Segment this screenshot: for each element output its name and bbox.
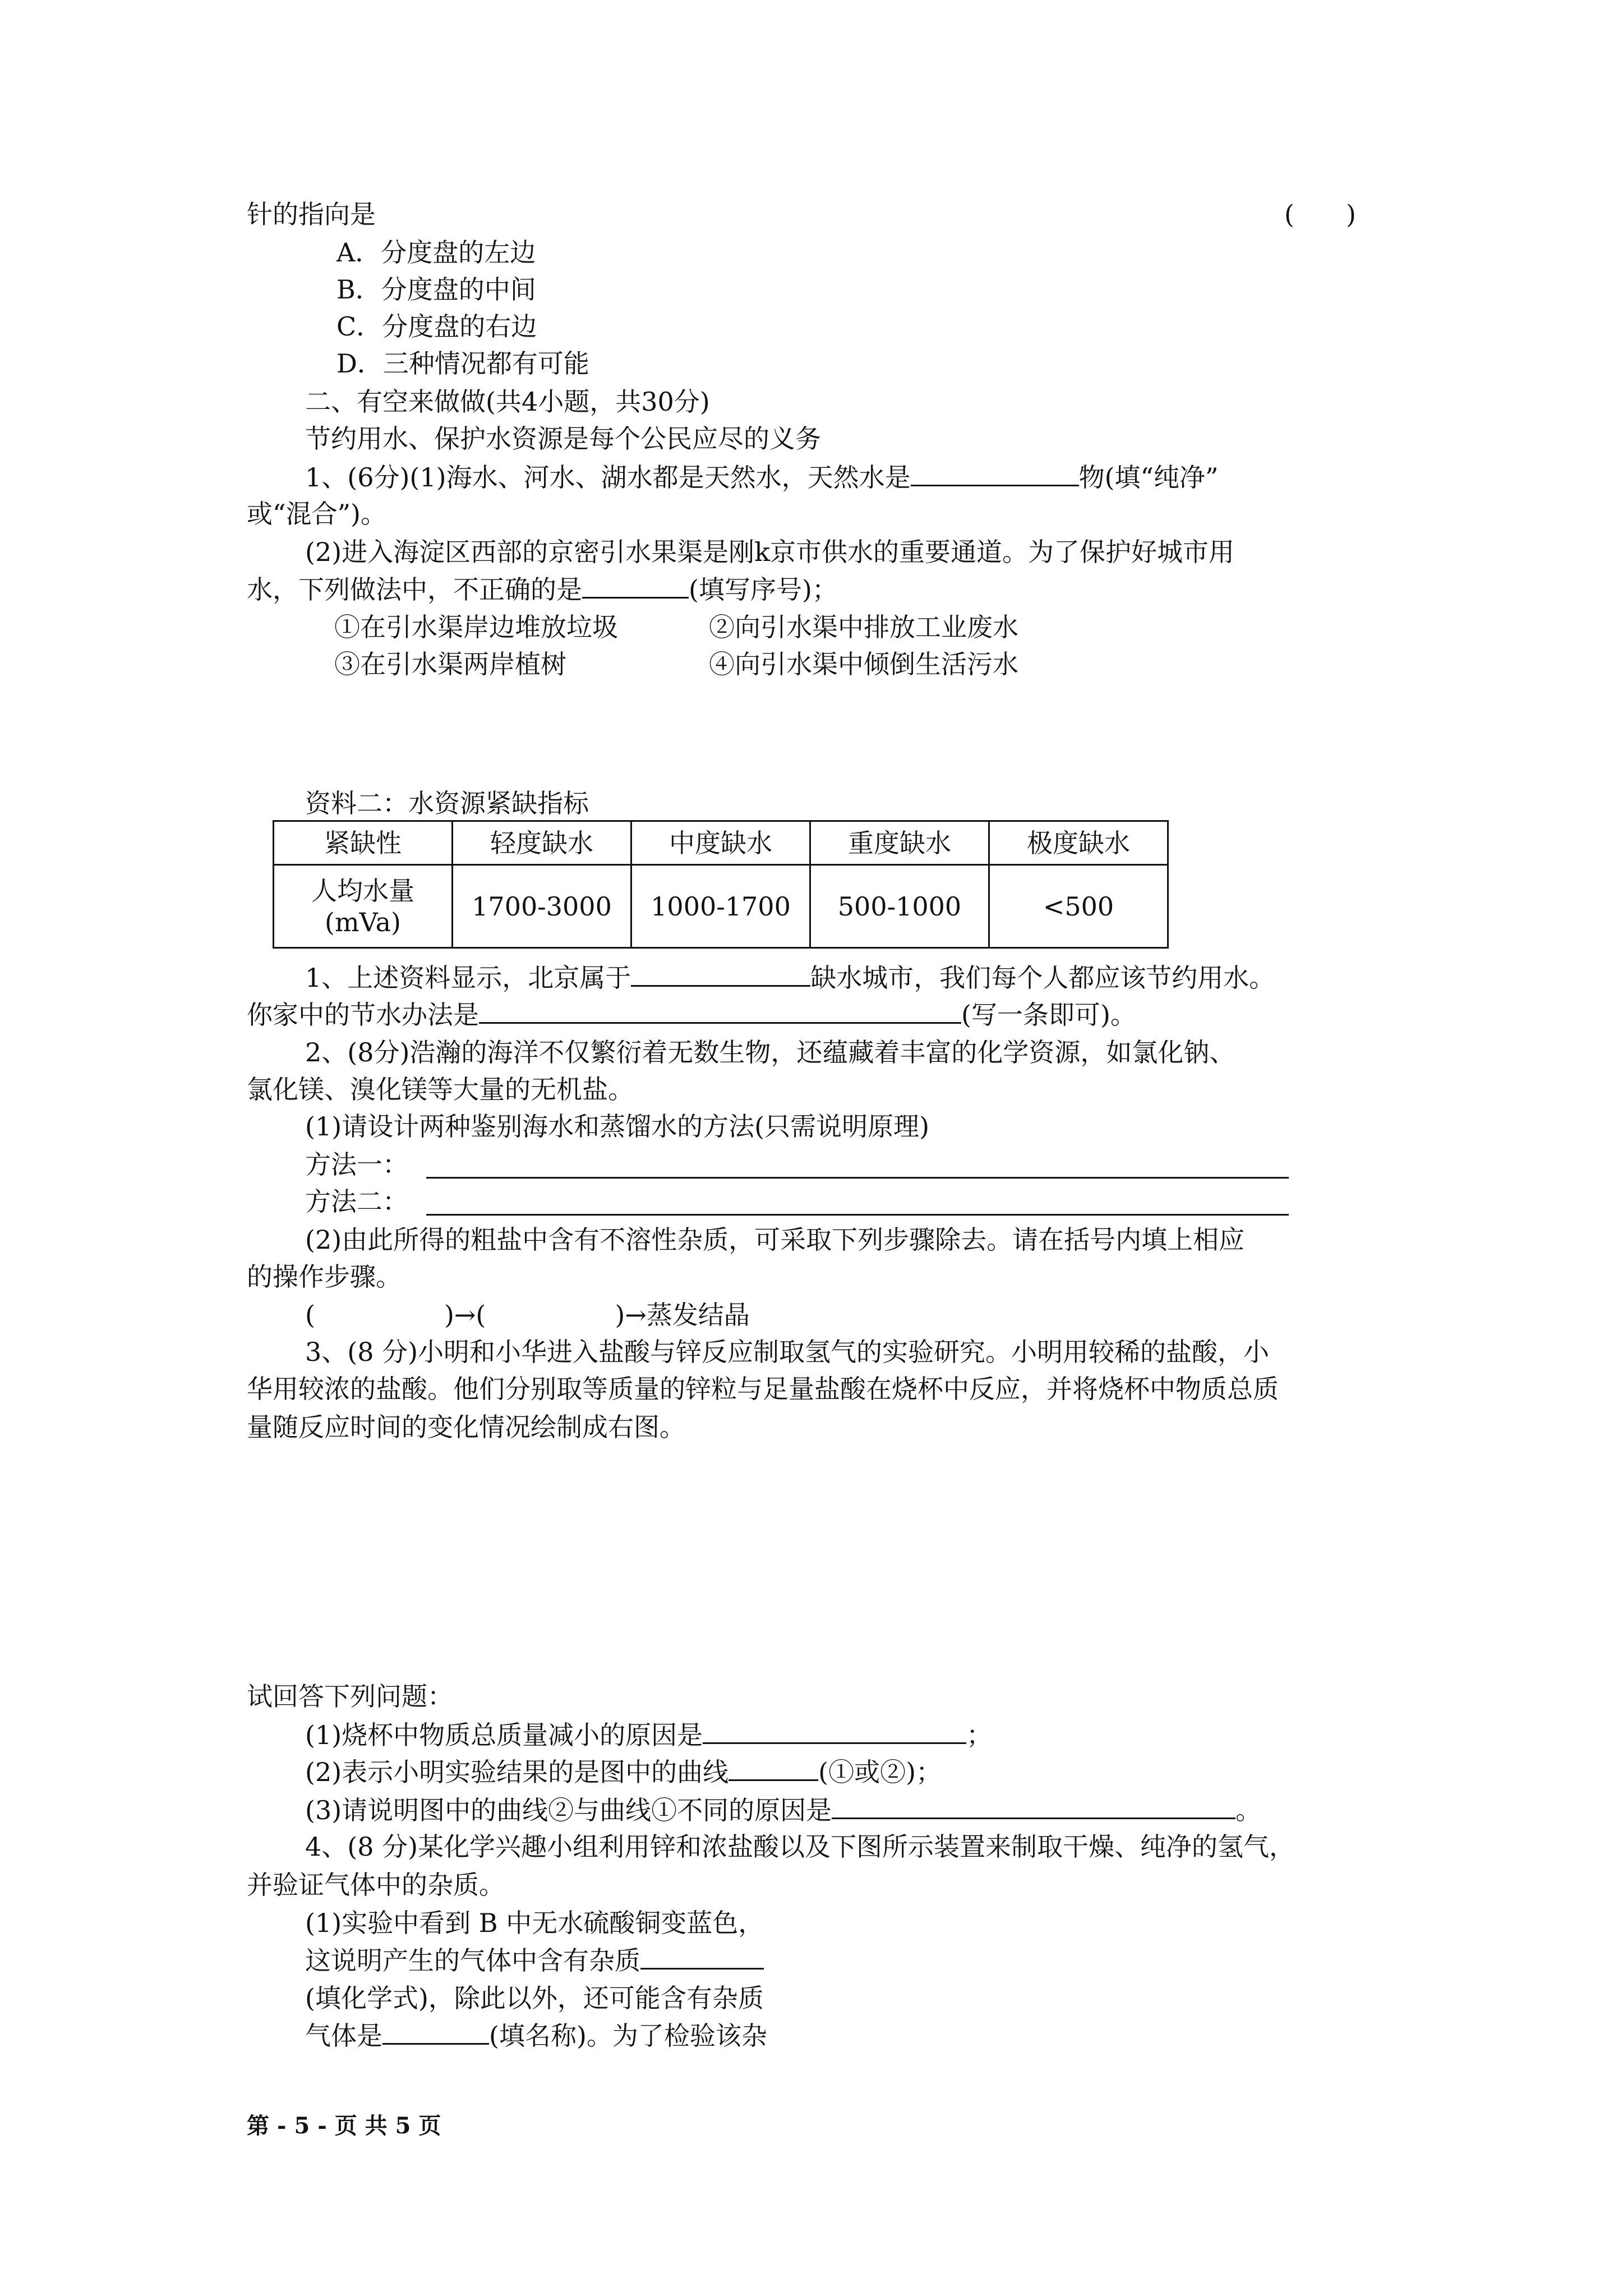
table-header-row	[274, 821, 1168, 865]
q3-line-3: 量随反应时间的变化情况绘制成右图。	[247, 1412, 685, 1442]
q1-blank-1[interactable]	[911, 460, 1079, 486]
q1b-blank-1[interactable]	[631, 960, 810, 987]
option-c: C．分度盘的右边	[336, 311, 537, 342]
table-cell: <500	[989, 865, 1168, 948]
page-footer: 第 - 5 - 页 共 5 页	[247, 2113, 441, 2139]
method-2-answer-line[interactable]	[426, 1214, 1289, 1216]
option-d: D．三种情况都有可能	[336, 348, 589, 379]
q1b-line-1: 1、上述资料显示，北京属于 缺水城市，我们每个人都应该节约用水。	[305, 960, 1275, 995]
q4-line-6: 气体是 (填名称)。为了检验该杂	[305, 2018, 767, 2053]
method-1-answer-line[interactable]	[426, 1177, 1289, 1179]
q1-option-2: ②向引水渠中排放工业废水	[709, 612, 1018, 642]
q4-line-4: 这说明产生的气体中含有杂质	[305, 1943, 764, 1977]
table-header-cell: 极度缺水	[989, 821, 1168, 865]
q1-option-4: ④向引水渠中倾倒生活污水	[709, 649, 1018, 679]
q1-line-2: 或“混合”)。	[247, 499, 386, 529]
q3-sub-3: (3)请说明图中的曲线②与曲线①不同的原因是 。	[305, 1793, 1261, 1827]
q3-line-2: 华用较浓的盐酸。他们分别取等质量的锌粒与足量盐酸在烧杯中反应，并将烧杯中物质总质	[247, 1374, 1279, 1404]
q2-line-3: (1)请设计两种鉴别海水和蒸馏水的方法(只需说明原理)	[305, 1111, 930, 1142]
question-stem: 针的指向是	[247, 199, 376, 229]
q3-blank-3[interactable]	[832, 1793, 1235, 1819]
q1-blank-2[interactable]	[582, 572, 689, 599]
q4-line-1: 4、(8 分)某化学兴趣小组利用锌和浓盐酸以及下图所示装置来制取干燥、纯净的氢气，	[305, 1832, 1295, 1862]
q1-line-3: (2)进入海淀区西部的京密引水果渠是刚k京市供水的重要通道。为了保护好城市用	[305, 537, 1235, 567]
method-1-label: 方法一：	[305, 1149, 408, 1180]
option-b: B．分度盘的中间	[336, 274, 536, 305]
q1b-line-2: 你家中的节水办法是 (写一条即可)。	[247, 997, 1136, 1032]
q1b-blank-2[interactable]	[479, 997, 961, 1024]
table-header-cell: 重度缺水	[810, 821, 989, 865]
q4-blank-1[interactable]	[640, 1943, 764, 1970]
q3-sub-1: (1)烧杯中物质总质量减小的原因是 ；	[305, 1718, 992, 1752]
q2-line-2: 氯化镁、溴化镁等大量的无机盐。	[247, 1074, 634, 1105]
table-cell: 1700-3000	[453, 865, 631, 948]
q3-sub-2: (2)表示小明实验结果的是图中的曲线 (①或②)；	[305, 1755, 942, 1789]
q4-line-3: (1)实验中看到 B 中无水硫酸铜变蓝色，	[305, 1908, 764, 1938]
q2-line-4: (2)由此所得的粗盐中含有不溶性杂质，可采取下列步骤除去。请在括号内填上相应	[305, 1225, 1245, 1255]
table-row-label: 人均水量 (mVa)	[274, 865, 453, 948]
q2-steps: ( )→( )→蒸发结晶	[305, 1300, 750, 1330]
section-intro: 节约用水、保护水资源是每个公民应尽的义务	[305, 424, 821, 454]
q2-line-5: 的操作步骤。	[247, 1262, 402, 1292]
q1-line-4: 水，下列做法中，不正确的是 (填写序号)；	[247, 572, 838, 606]
table-header-cell: 中度缺水	[631, 821, 810, 865]
option-a: A．分度盘的左边	[336, 237, 536, 268]
q4-blank-2[interactable]	[382, 2018, 489, 2045]
section-heading: 二、有空来做做(共4小题，共30分)	[305, 386, 710, 417]
q3-ask: 试回答下列问题：	[247, 1681, 453, 1711]
method-2-label: 方法二：	[305, 1186, 408, 1217]
q3-line-1: 3、(8 分)小明和小华进入盐酸与锌反应制取氢气的实验研究。小明用较稀的盐酸，小	[305, 1337, 1270, 1367]
water-shortage-table	[273, 820, 1169, 949]
q4-line-5: (填化学式)，除此以外，还可能含有杂质	[305, 1983, 764, 2013]
table-cell: 500-1000	[810, 865, 989, 948]
table-header-cell: 轻度缺水	[453, 821, 631, 865]
q4-line-2: 并验证气体中的杂质。	[247, 1870, 505, 1900]
table-cell: 1000-1700	[631, 865, 810, 948]
table-row	[274, 865, 1168, 948]
answer-paren: ( )	[1284, 199, 1356, 229]
q1-option-1: ①在引水渠岸边堆放垃圾	[334, 612, 618, 642]
table-header-cell: 紧缺性	[274, 821, 453, 865]
q3-blank-1[interactable]	[703, 1718, 966, 1744]
material-caption: 资料二：水资源紧缺指标	[305, 788, 589, 818]
q1-option-3: ③在引水渠两岸植树	[334, 649, 566, 679]
q3-blank-2[interactable]	[728, 1755, 818, 1781]
q2-line-1: 2、(8分)浩瀚的海洋不仅繁衍着无数生物，还蕴藏着丰富的化学资源，如氯化钠、	[305, 1037, 1235, 1068]
q1-line-1: 1、(6分)(1)海水、河水、湖水都是天然水，天然水是 物(填“纯净”	[305, 460, 1219, 494]
